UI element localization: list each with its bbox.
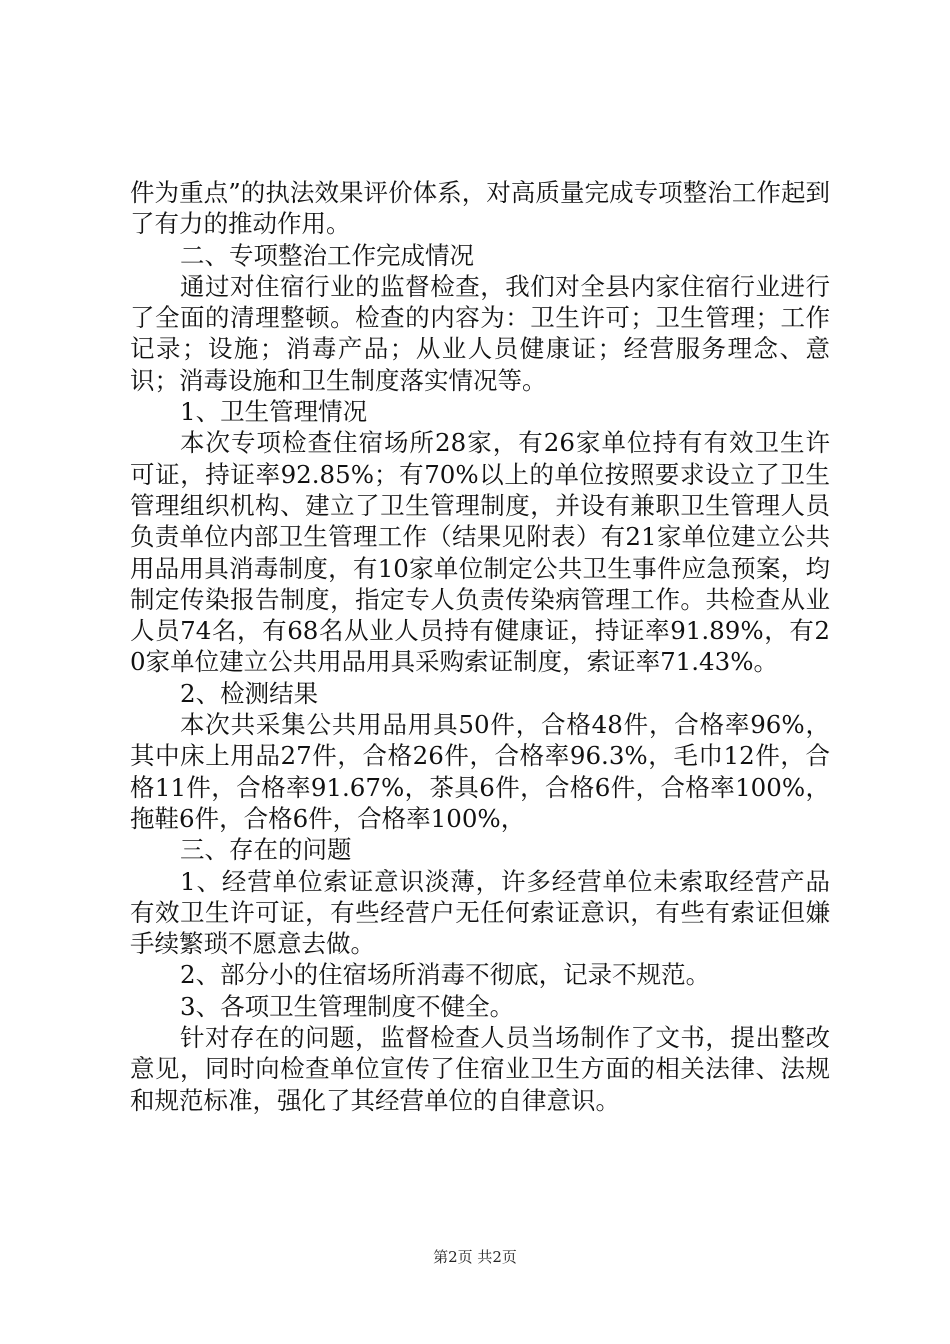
paragraph: 3、各项卫生管理制度不健全。 (180, 991, 515, 1021)
paragraph: 2、部分小的住宿场所消毒不彻底，记录不规范。 (180, 960, 711, 990)
paragraph: 件为重点”的执法效果评价体系，对高质量完成专项整治工作起到了有力的推动作用。 (130, 178, 830, 239)
section-heading-2: 二、专项整治工作完成情况 (180, 240, 474, 270)
paragraph: 针对存在的问题，监督检查人员当场制作了文书，提出整改意见，同时向检查单位宣传了住宿业卫生方面的相关法律、法规和规范标准，强化了其经营单位的自律意识。 (130, 1023, 830, 1115)
subsection-heading: 1、卫生管理情况 (180, 397, 368, 427)
page-number-footer: 第2页 共2页 (433, 1248, 517, 1266)
paragraph: 1、经营单位索证意识淡薄，许多经营单位未索取经营产品有效卫生许可证，有些经营户无任何索证意识，有些有索证但嫌手续繁琐不愿意去做。 (130, 866, 830, 959)
paragraph: 本次专项检查住宿场所28家，有26家单位持有有效卫生许可证，持证率92.85%；有70%以上的单位按照要求设立了卫生管理组织机构、建立了卫生管理制度，并设有兼职卫生管理人员负责单位内部卫生管理工作（结果见附表）有21家单位建立公共用品用具消毒制度，有10家单位制定公共卫生事件应急预案，均制定传染报告制度，指定专人负责传染病管理工作。共检查从业人员74名，有68名从业人员持有健康证，持证率91.89%，有20家单位建立公共用品用具采购索证制度，索证率71.43%。 (130, 428, 830, 677)
section-heading-3: 三、存在的问题 (180, 835, 352, 865)
document-body (130, 177, 830, 1116)
subsection-heading: 2、检测结果 (180, 678, 319, 708)
paragraph: 通过对住宿行业的监督检查，我们对全县内家住宿行业进行了全面的清理整顿。检查的内容为：卫生许可；卫生管理；工作记录；设施；消毒产品；从业人员健康证；经营服务理念、意识；消毒设施和卫生制度落实情况等。 (130, 271, 830, 395)
paragraph: 本次共采集公共用品用具50件，合格48件，合格率96%，其中床上用品27件，合格26件，合格率96.3%，毛巾12件，合格11件，合格率91.67%，茶具6件，合格6件，合格率100%，拖鞋6件，合格6件，合格率100%， (130, 710, 830, 833)
